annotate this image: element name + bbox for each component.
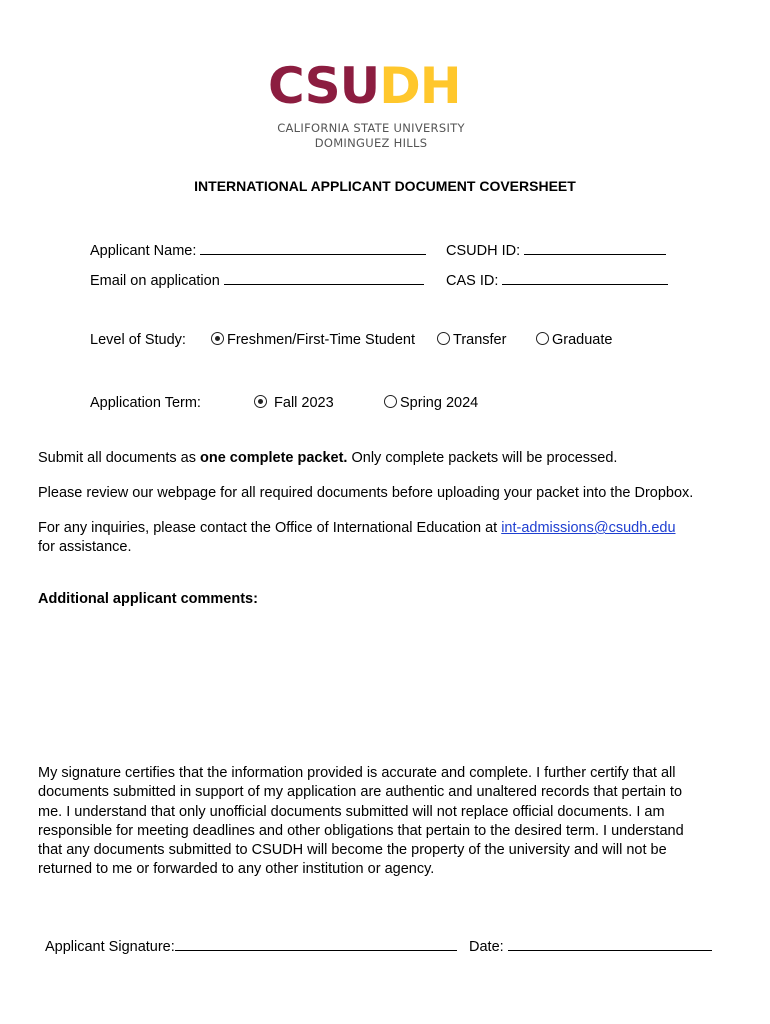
inquiry-text-pre: For any inquiries, please contact the Office of International Education at — [38, 520, 502, 536]
radio-graduate-label: Graduate — [552, 332, 613, 348]
csudh-id-label: CSUDH ID: — [446, 243, 521, 259]
date-row — [469, 936, 712, 955]
signature-row — [45, 936, 457, 955]
logo-dh-text: DH — [379, 57, 461, 115]
certification-line: responsible for meeting deadlines and other obligations that pertain to the desired term. I understand — [38, 822, 684, 839]
inquiry-email-link[interactable]: int-admissions@csudh.edu — [501, 520, 676, 536]
submit-text-post: Only complete packets will be processed. — [347, 450, 618, 466]
certification-line: My signature certifies that the information provided is accurate and complete. I further certify that all — [38, 765, 676, 781]
logo-university-line1: CALIFORNIA STATE UNIVERSITY — [277, 121, 465, 135]
submit-text-pre: Submit all documents as — [38, 450, 200, 466]
csudh-logo — [268, 56, 461, 116]
certification-line: returned to me or forwarded to any other institution or agency. — [38, 861, 435, 878]
level-of-study-label: Level of Study: — [90, 332, 186, 348]
radio-transfer[interactable] — [437, 332, 506, 348]
submit-text-bold: one complete packet. — [200, 450, 348, 466]
radio-freshmen-label: Freshmen/First-Time Student — [227, 332, 416, 348]
certification-line: that any documents submitted to CSUDH will become the property of the university and will not be — [38, 842, 667, 859]
application-term-label: Application Term: — [90, 395, 201, 411]
csudh-id-row — [446, 240, 666, 259]
date-label: Date: — [469, 939, 504, 955]
comments-area[interactable] — [38, 615, 728, 755]
csudh-id-field[interactable] — [524, 240, 666, 255]
signature-field[interactable] — [175, 936, 457, 951]
certification-text — [38, 764, 728, 880]
radio-spring-2024-label: Spring 2024 — [400, 395, 479, 411]
radio-fall-2023-label: Fall 2023 — [274, 395, 334, 411]
cas-id-row — [446, 270, 668, 289]
inquiry-instruction — [38, 519, 728, 557]
signature-label: Applicant Signature: — [45, 939, 175, 955]
radio-spring-2024[interactable] — [384, 395, 478, 411]
email-field[interactable] — [224, 270, 424, 285]
radio-selected-icon — [254, 395, 267, 408]
email-label: Email on application — [90, 273, 220, 289]
email-row — [90, 270, 424, 289]
cas-id-label: CAS ID: — [446, 273, 499, 289]
radio-graduate[interactable] — [536, 332, 612, 348]
logo-csu-text: CSU — [268, 57, 380, 115]
certification-line: me. I understand that only unofficial documents submitted will not replace official documents. I am — [38, 803, 665, 820]
review-instruction: Please review our webpage for all required documents before uploading your packet into the Dropbox. — [38, 485, 694, 501]
radio-selected-icon — [211, 332, 224, 345]
radio-unselected-icon — [437, 332, 450, 345]
applicant-name-field[interactable] — [200, 240, 426, 255]
radio-transfer-label: Transfer — [453, 332, 507, 348]
document-title: INTERNATIONAL APPLICANT DOCUMENT COVERSHEET — [194, 178, 576, 194]
radio-unselected-icon — [384, 395, 397, 408]
logo-university-line2: DOMINGUEZ HILLS — [314, 136, 428, 150]
cas-id-field[interactable] — [502, 270, 668, 285]
date-field[interactable] — [508, 936, 712, 951]
radio-fall-2023[interactable] — [254, 395, 334, 411]
radio-unselected-icon — [536, 332, 549, 345]
radio-freshmen[interactable] — [211, 332, 415, 348]
applicant-name-label: Applicant Name: — [90, 243, 197, 259]
submit-instruction — [38, 449, 728, 468]
applicant-name-row — [90, 240, 426, 259]
comments-heading: Additional applicant comments: — [38, 591, 258, 607]
certification-line: documents submitted in support of my application are authentic and unaltered records that pertain to — [38, 784, 683, 801]
inquiry-text-post: for assistance. — [38, 539, 132, 555]
